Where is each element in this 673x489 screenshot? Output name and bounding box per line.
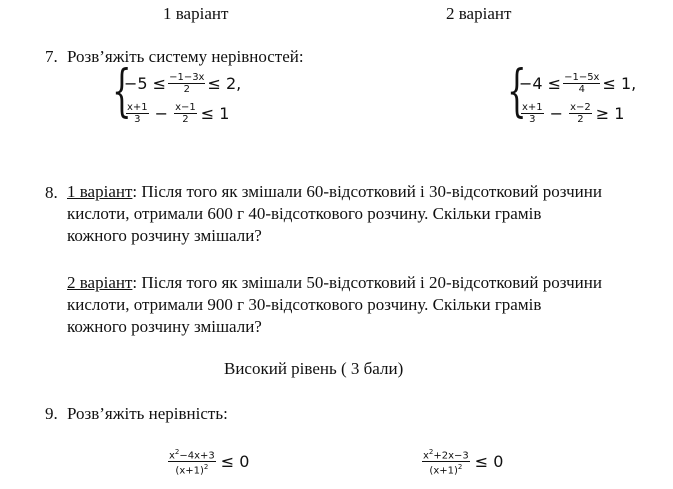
task-8-v2-line-3: кожного розчину змішали? [67,317,262,336]
task-9-v2-relation: ≤ 0 [474,452,504,472]
v2-l1-start: −4 ≤ [519,73,562,93]
v2-l2-fraction-a [521,102,544,125]
task-8-v1-line-3: кожного розчину змішали? [67,226,262,245]
v1-l2-a-numerator: x+1 [127,101,148,113]
v1-l2-fraction-a [126,102,149,125]
task-8-variant-1 [67,181,602,247]
task-8-v2-label: 2 варіант [67,273,133,292]
t9v2-den-sup: 2 [457,463,463,472]
v1-l2-fraction-b [174,102,197,125]
v2-l1-end: ≤ 1, [602,73,637,93]
v1-l1-end: ≤ 2, [207,73,242,93]
v2-l1-fraction [563,72,600,95]
system-brace-left: { [112,59,132,124]
task-9-v2-fraction [422,447,470,477]
task-8-v1-text-1: : Після того як змішали 60-відсотковий і 30-відсотковий розчини [132,182,602,201]
t9v1-num-a: x [169,450,175,462]
v2-l1-denominator: 4 [578,83,585,95]
t9v2-num-a: x [423,450,429,462]
task-9-v2-denominator [428,462,463,476]
t9v1-num-sup: 2 [174,448,180,456]
task-8-number: 8. [45,183,58,202]
t9v2-num-b: +2x−3 [433,450,469,462]
task-8-v2-line-1 [67,272,602,294]
t9v2-num-sup: 2 [428,448,434,456]
task-7-v2-system [519,70,636,126]
v1-l2-minus: − [154,103,169,123]
header-variant-2: 2 варіант [446,4,512,23]
v2-l2-b-denominator: 2 [577,113,584,125]
v2-l2-a-denominator: 3 [529,113,536,125]
v2-l2-minus: − [549,103,564,123]
v1-l2-b-denominator: 2 [182,113,189,125]
task-8-variant-2 [67,272,602,338]
task-7-v1-line-1 [124,70,241,96]
task-7-v2-line-1 [519,70,636,96]
v2-l2-fraction-b [569,102,592,125]
t9v1-den-a: (x+1) [175,465,204,477]
task-7-v2-line-2 [519,100,636,126]
task-8-v1-label: 1 варіант [67,182,133,201]
v1-l1-numerator: −1−3x [169,71,205,83]
t9v1-den-sup: 2 [203,463,209,472]
task-7-title: Розв’яжіть систему нерівностей: [67,47,304,66]
task-9-v2-numerator [422,447,470,462]
task-7-v1-line-2 [124,100,241,126]
task-9-v1-denominator [174,462,209,476]
task-7-v1-system [124,70,241,126]
task-9-v2-inequality [420,447,503,477]
v1-l2-end: ≤ 1 [200,103,230,123]
task-7-number: 7. [45,47,58,66]
t9v1-num-b: −4x+3 [179,450,215,462]
task-8-v2-text-1: : Після того як змішали 50-відсотковий і 20-відсотковий розчини [132,273,602,292]
v1-l1-fraction [168,72,205,95]
task-9-v1-relation: ≤ 0 [220,452,250,472]
task-9-v1-fraction [168,447,216,477]
v2-l2-a-numerator: x+1 [522,101,543,113]
level-title: Високий рівень ( 3 бали) [224,359,404,378]
system-brace-right: { [507,59,527,124]
task-9-v1-numerator [168,447,216,462]
v2-l2-b-numerator: x−2 [570,101,591,113]
header-variant-1: 1 варіант [163,4,229,23]
task-9-v1-inequality [166,447,249,477]
t9v2-den-a: (x+1) [429,465,458,477]
v1-l2-b-numerator: x−1 [175,101,196,113]
task-8-v1-line-2: кислоти, отримали 600 г 40-відсоткового розчину. Скільки грамів [67,204,542,223]
v1-l1-denominator: 2 [183,83,190,95]
task-9-number: 9. [45,404,58,423]
task-9-title: Розв’яжіть нерівність: [67,404,228,423]
v2-l2-end: ≥ 1 [595,103,625,123]
v2-l1-numerator: −1−5x [564,71,600,83]
task-8-v1-line-1 [67,181,602,203]
v1-l1-start: −5 ≤ [124,73,167,93]
v1-l2-a-denominator: 3 [134,113,141,125]
task-8-v2-line-2: кислоти, отримали 900 г 30-відсоткового розчину. Скільки грамів [67,295,542,314]
